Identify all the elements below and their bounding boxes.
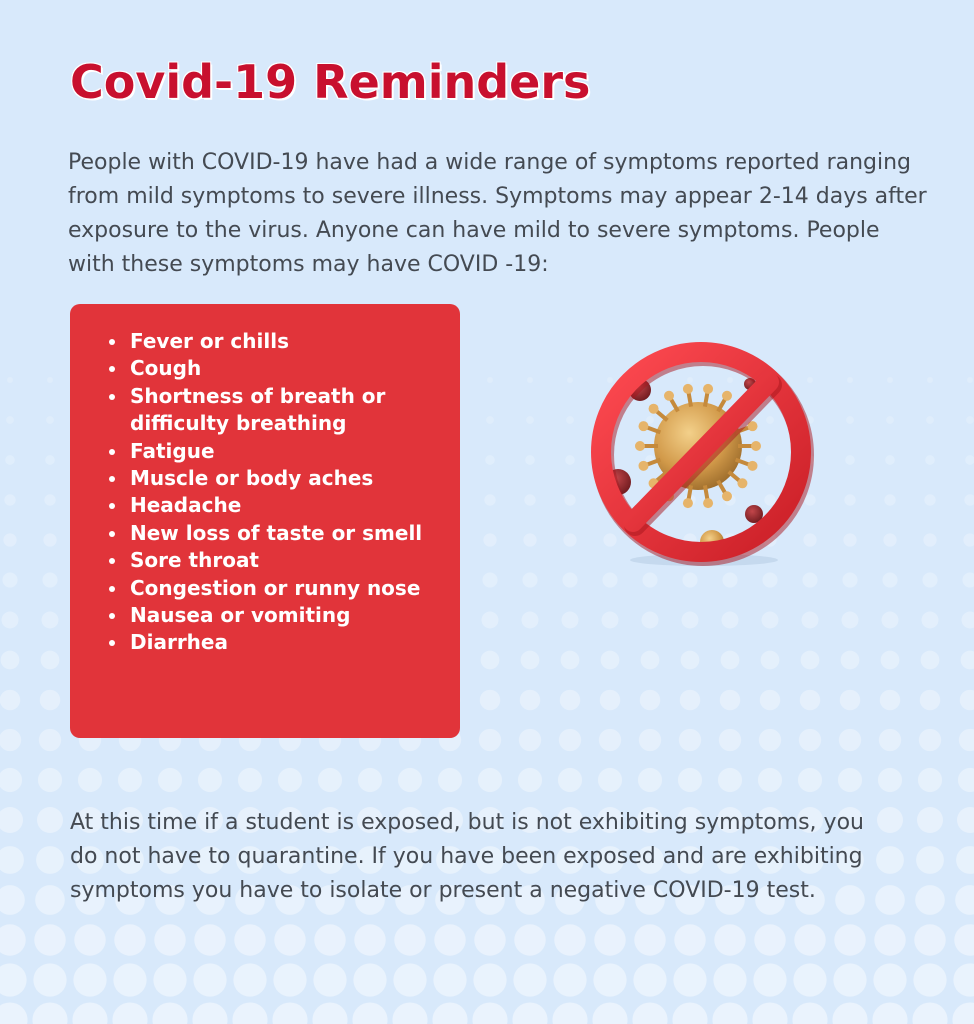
- symptom-item: • Shortness of breath or difficulty breathing: [128, 383, 460, 438]
- symptom-item: • Diarrhea: [128, 629, 460, 656]
- intro-paragraph: People with COVID-19 have had a wide range of symptoms reported ranging from mild symptoms to severe illness. Symptoms may appear 2-14 days after exposure to the virus. Anyone can have mild to severe symptoms. People with these symptoms may have COVID -19:: [68, 150, 927, 277]
- symptom-item: • Sore throat: [128, 547, 460, 574]
- symptom-item: • Headache: [128, 492, 460, 519]
- symptom-item: • Fever or chills: [128, 328, 460, 355]
- no-virus-icon: [588, 334, 818, 570]
- symptom-item: • Nausea or vomiting: [128, 602, 460, 629]
- symptom-item: • Cough: [128, 355, 460, 382]
- symptom-item: • Fatigue: [128, 438, 460, 465]
- symptom-item: • Congestion or runny nose: [128, 575, 460, 602]
- symptom-item: • Muscle or body aches: [128, 465, 460, 492]
- symptom-list-panel: [70, 304, 460, 738]
- symptom-item: • New loss of taste or smell: [128, 520, 460, 547]
- closing-paragraph: At this time if a student is exposed, but is not exhibiting symptoms, you do not have to quarantine. If you have been exposed and are exhibiting symptoms you have to isolate or present a negative COVID-19 test.: [70, 810, 864, 903]
- symptom-list: [70, 304, 460, 657]
- page-title: Covid-19 Reminders: [70, 55, 591, 109]
